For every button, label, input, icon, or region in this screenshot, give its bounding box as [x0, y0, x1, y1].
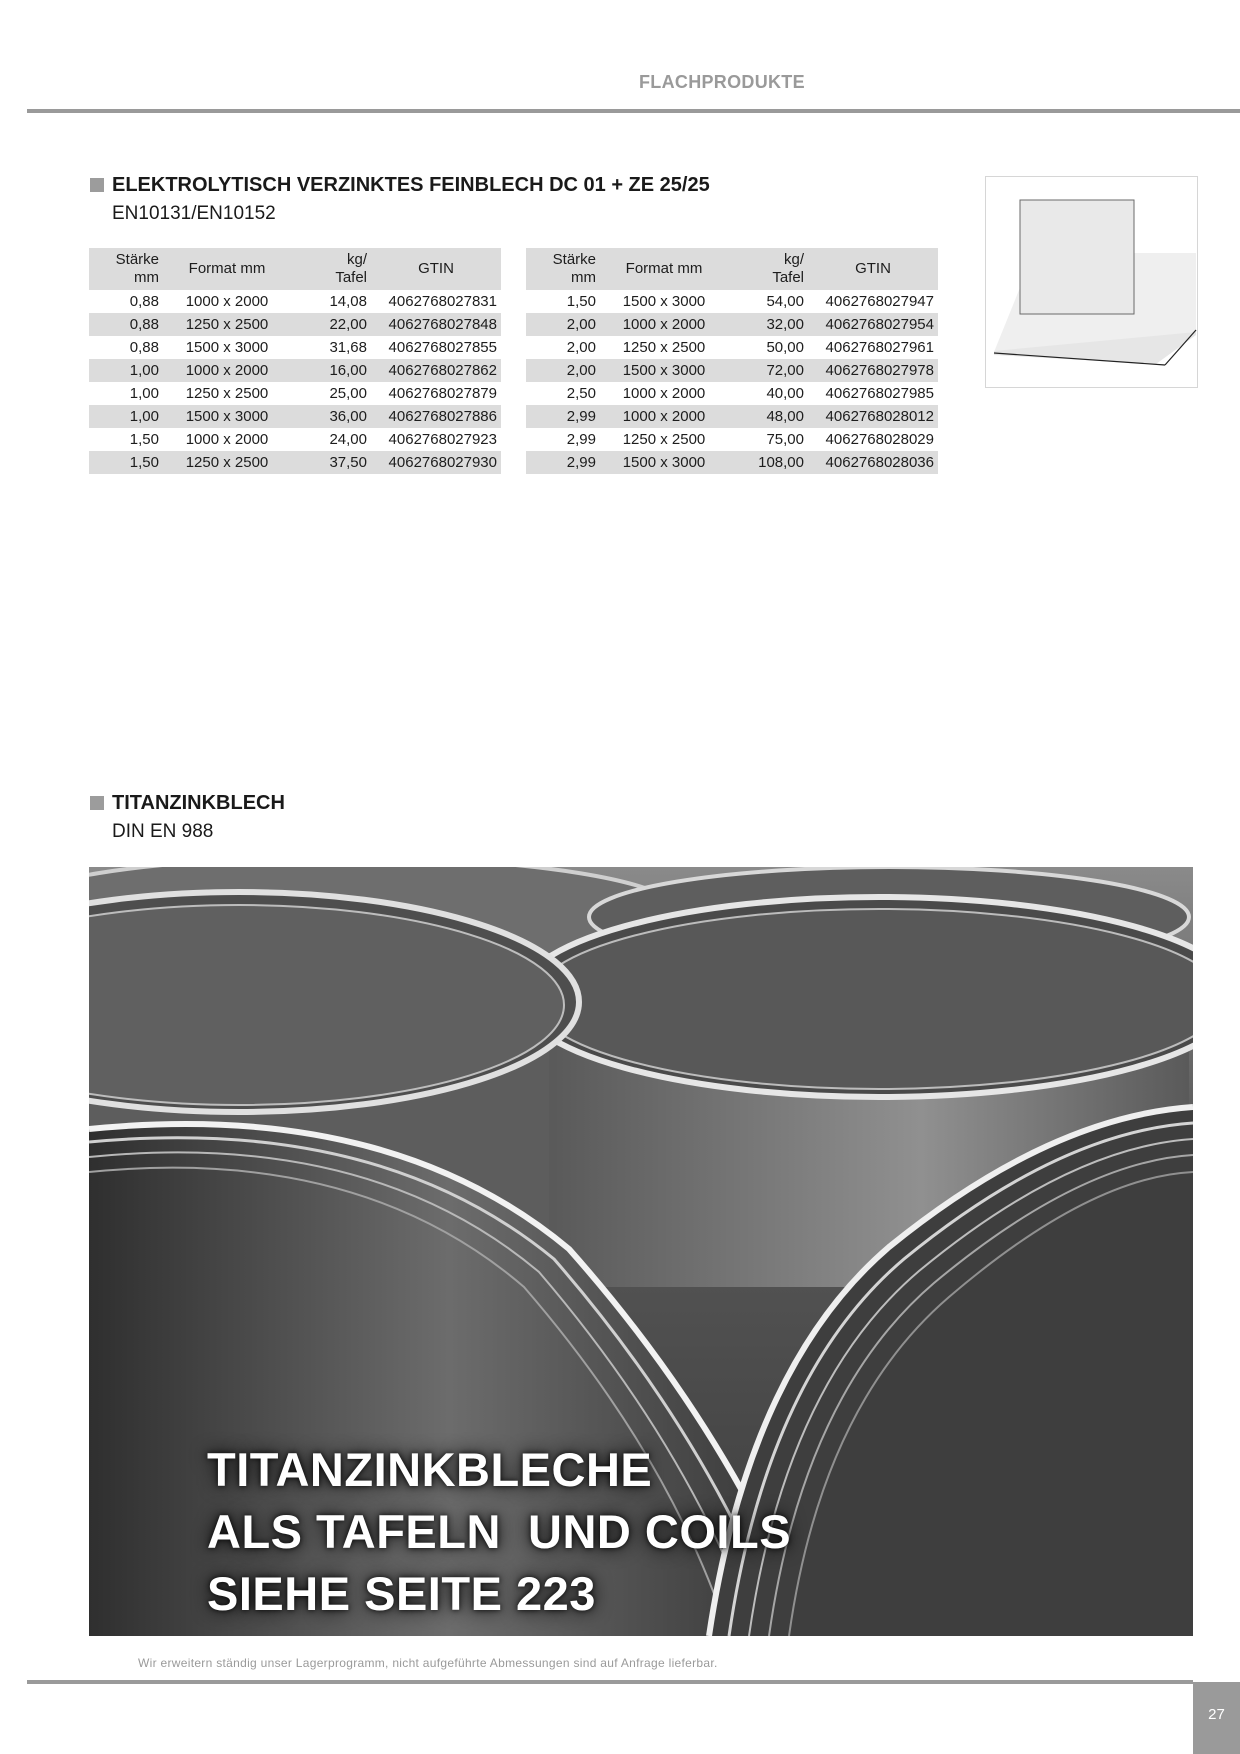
footer-divider	[27, 1680, 1193, 1684]
col-header-kg-tafel: kg/ Tafel	[291, 248, 371, 290]
table-row	[526, 290, 938, 313]
table-cell: 2,99	[526, 405, 600, 428]
table-cell: 1000 x 2000	[600, 405, 728, 428]
section-title-feinblech: ELEKTROLYTISCH VERZINKTES FEINBLECH DC 01 + ZE 25/25	[112, 174, 710, 196]
table-cell: 4062768028036	[808, 451, 938, 474]
table-cell: 1250 x 2500	[622, 339, 706, 356]
table-row	[526, 428, 938, 451]
table-cell: 36,00	[291, 405, 371, 428]
table-cell: 50,00	[766, 339, 804, 356]
table-cell: 1,00	[89, 359, 163, 382]
section-marker	[90, 796, 104, 810]
table-cell: 1250 x 2500	[163, 313, 291, 336]
table-cell: 4062768027985	[825, 385, 934, 402]
table-cell: 4062768027978	[808, 359, 938, 382]
table-cell: 40,00	[766, 385, 804, 402]
table-cell: 2,50	[566, 385, 596, 402]
table-cell: 16,00	[291, 359, 371, 382]
table-cell: 1500 x 3000	[185, 339, 269, 356]
table-cell: 22,00	[291, 313, 371, 336]
table-cell: 4062768028012	[808, 405, 938, 428]
spec-table-left	[89, 248, 501, 474]
table-cell: 1500 x 3000	[622, 293, 706, 310]
table-row	[526, 451, 938, 474]
table-cell: 1500 x 3000	[163, 405, 291, 428]
table-row	[526, 405, 938, 428]
col-header-gtin: GTIN	[808, 248, 938, 290]
section-title-titanzink: TITANZINKBLECH	[112, 792, 285, 814]
table-row	[526, 382, 938, 405]
table-cell: 32,00	[728, 313, 808, 336]
table-cell: 1500 x 3000	[600, 359, 728, 382]
section-subtitle-norm: EN10131/EN10152	[112, 203, 276, 224]
col-header-format: Format mm	[600, 248, 728, 290]
table-cell: 0,88	[129, 339, 159, 356]
table-cell: 4062768027886	[371, 405, 501, 428]
table-cell: 37,50	[291, 451, 371, 474]
table-header-row	[89, 248, 501, 290]
col-header-staerke: Stärke mm	[89, 248, 163, 290]
zinc-coils-photo	[89, 867, 1193, 1636]
header-divider	[27, 109, 1240, 113]
spec-table-right	[526, 248, 938, 474]
table-cell: 4062768027831	[388, 293, 497, 310]
table-row	[89, 428, 501, 451]
table-header-row	[526, 248, 938, 290]
table-cell: 1000 x 2000	[622, 385, 706, 402]
table-cell: 4062768027930	[371, 451, 501, 474]
table-cell: 1,50	[89, 451, 163, 474]
table-cell: 0,88	[129, 293, 159, 310]
table-cell: 4062768027855	[388, 339, 497, 356]
table-cell: 72,00	[728, 359, 808, 382]
promo-overlay-text	[207, 1439, 791, 1625]
footer-note: Wir erweitern ständig unser Lagerprogramm, nicht aufgeführte Abmessungen sind auf Anfrage lieferbar.	[138, 1656, 718, 1670]
section-subtitle-norm: DIN EN 988	[112, 821, 214, 842]
table-row	[89, 359, 501, 382]
col-header-gtin: GTIN	[371, 248, 501, 290]
overlay-line: SIEHE SEITE 223	[207, 1567, 596, 1620]
table-cell: 108,00	[728, 451, 808, 474]
flat-sheet-icon	[986, 177, 1197, 387]
table-row	[89, 451, 501, 474]
table-cell: 2,99	[526, 451, 600, 474]
section-marker	[90, 178, 104, 192]
table-row	[89, 382, 501, 405]
table-cell: 1250 x 2500	[163, 451, 291, 474]
table-row	[526, 313, 938, 336]
table-row	[526, 359, 938, 382]
table-cell: 2,00	[566, 339, 596, 356]
table-cell: 1250 x 2500	[185, 385, 269, 402]
table-row	[89, 336, 501, 359]
table-row	[89, 405, 501, 428]
table-row	[526, 336, 938, 359]
table-cell: 4062768027848	[371, 313, 501, 336]
table-cell: 2,99	[566, 431, 596, 448]
table-cell: 4062768028029	[825, 431, 934, 448]
table-cell: 48,00	[728, 405, 808, 428]
table-cell: 4062768027879	[388, 385, 497, 402]
page-number: 27	[1193, 1682, 1240, 1754]
col-header-format: Format mm	[163, 248, 291, 290]
overlay-line: ALS TAFELN UND COILS	[207, 1505, 792, 1558]
table-cell: 1,00	[89, 405, 163, 428]
table-cell: 1,50	[566, 293, 596, 310]
table-cell: 1250 x 2500	[622, 431, 706, 448]
table-cell: 1,00	[129, 385, 159, 402]
page-header-title: FLACHPRODUKTE	[639, 72, 805, 92]
table-cell: 4062768027947	[825, 293, 934, 310]
table-row	[89, 313, 501, 336]
table-cell: 4062768027923	[388, 431, 497, 448]
table-row	[89, 290, 501, 313]
table-cell: 54,00	[766, 293, 804, 310]
table-cell: 2,00	[526, 313, 600, 336]
overlay-line: TITANZINKBLECHE	[207, 1443, 653, 1496]
table-cell: 1,50	[129, 431, 159, 448]
table-cell: 4062768027954	[808, 313, 938, 336]
table-cell: 1000 x 2000	[163, 359, 291, 382]
table-cell: 0,88	[89, 313, 163, 336]
table-cell: 1500 x 3000	[600, 451, 728, 474]
table-cell: 14,08	[329, 293, 367, 310]
table-cell: 1000 x 2000	[185, 293, 269, 310]
sheet-product-illustration	[985, 176, 1198, 388]
table-cell: 25,00	[329, 385, 367, 402]
table-cell: 1000 x 2000	[600, 313, 728, 336]
table-cell: 4062768027961	[825, 339, 934, 356]
table-cell: 31,68	[329, 339, 367, 356]
table-cell: 24,00	[329, 431, 367, 448]
col-header-kg-tafel: kg/ Tafel	[728, 248, 808, 290]
table-cell: 1000 x 2000	[185, 431, 269, 448]
col-header-staerke: Stärke mm	[526, 248, 600, 290]
table-cell: 4062768027862	[371, 359, 501, 382]
table-cell: 75,00	[766, 431, 804, 448]
table-cell: 2,00	[526, 359, 600, 382]
